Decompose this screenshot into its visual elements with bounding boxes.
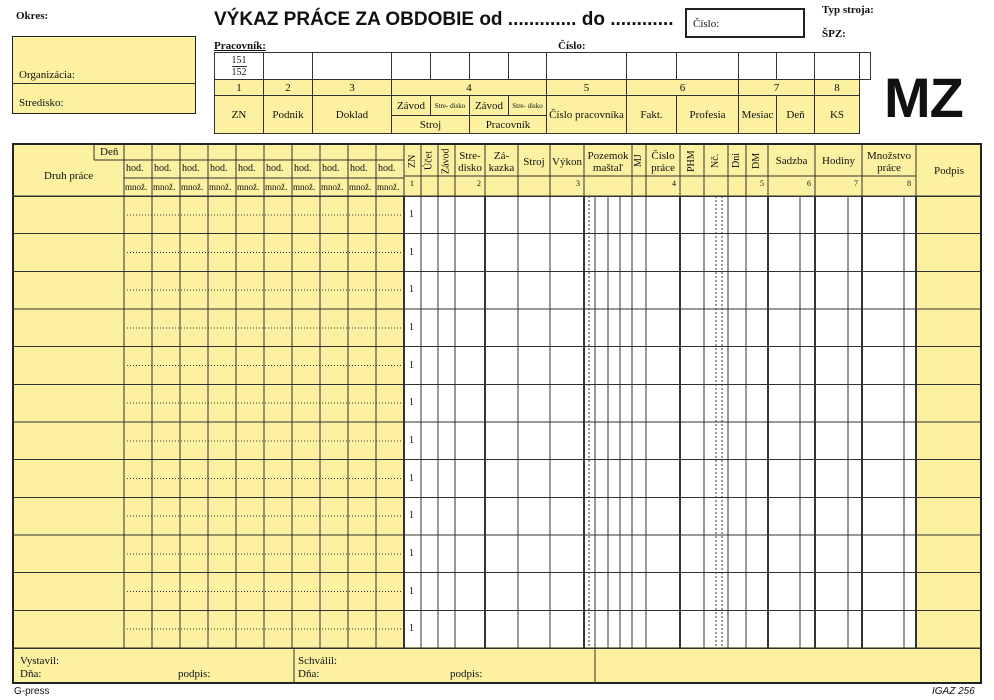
- label-pracovnik: Pracovník: [469, 115, 547, 134]
- label-fakt: Fakt.: [626, 95, 677, 134]
- publisher: G-press: [14, 686, 50, 697]
- hdr-stroj: Stroj: [523, 156, 545, 168]
- label-podnik: Podnik: [263, 95, 313, 134]
- label-zavod-1: Závod: [391, 95, 431, 116]
- num-8: 8: [814, 79, 860, 96]
- stredisko-label: Stredisko:: [19, 97, 64, 109]
- label-ks: KS: [814, 95, 860, 134]
- hod-label: hod.: [126, 163, 144, 174]
- num-5: 5: [546, 79, 627, 96]
- hdr-cislo-prace: Číslo práce: [651, 150, 675, 174]
- row-mark: 1: [409, 359, 414, 371]
- label-zn: ZN: [214, 95, 264, 134]
- spz-label: ŠPZ:: [822, 28, 846, 40]
- podpis2-label: podpis:: [450, 668, 483, 680]
- mnoz-label: množ.: [349, 182, 372, 192]
- okres-label: Okres:: [16, 10, 49, 22]
- mnoz-label: množ.: [265, 182, 288, 192]
- pracovnik-label: Pracovník:: [214, 40, 266, 52]
- colnum-5: 5: [760, 179, 764, 188]
- row-mark: 1: [409, 510, 414, 522]
- hod-label: hod.: [238, 163, 256, 174]
- hdr-ucet: Účet: [423, 151, 435, 171]
- typ-stroja-label: Typ stroja:: [822, 4, 874, 16]
- num-6: 6: [626, 79, 739, 96]
- hdr-zakazka: Zá- kazka: [488, 150, 515, 174]
- hdr-nc: Nč.: [710, 153, 721, 169]
- dna2-label: Dňa:: [298, 668, 320, 680]
- colnum-8: 8: [907, 179, 911, 188]
- hdr-vykon: Výkon: [552, 156, 582, 168]
- colnum-2: 2: [477, 179, 481, 188]
- mnoz-label: množ.: [209, 182, 232, 192]
- row-mark: 1: [409, 284, 414, 296]
- hod-label: hod.: [322, 163, 340, 174]
- num-1: 1: [214, 79, 264, 96]
- hod-label: hod.: [378, 163, 396, 174]
- hod-label: hod.: [182, 163, 200, 174]
- hod-label: hod.: [154, 163, 172, 174]
- hdr-pozemok: Pozemok maštaľ: [587, 150, 629, 174]
- row-mark: 1: [409, 434, 414, 446]
- hdr-mnozstvo: Množstvo práce: [867, 150, 911, 174]
- row-mark: 1: [409, 623, 414, 635]
- colnum-4: 4: [672, 179, 676, 188]
- hod-label: hod.: [350, 163, 368, 174]
- mnoz-label: množ.: [125, 182, 148, 192]
- hdr-zavod: Závod: [440, 148, 452, 174]
- mnoz-label: množ.: [321, 182, 344, 192]
- label-stroj: Stroj: [391, 115, 470, 134]
- mnoz-label: množ.: [377, 182, 400, 192]
- num-2: 2: [263, 79, 313, 96]
- hdr-zn: ZN: [407, 154, 418, 168]
- hdr-sadzba: Sadzba: [775, 155, 808, 167]
- code-top: 151: [231, 54, 247, 66]
- label-stredisko-1: Stre- disko: [430, 95, 470, 116]
- label-stredisko-2: Stre- disko: [508, 95, 547, 116]
- hdr-phm: PHM: [686, 150, 697, 172]
- label-doklad: Doklad: [312, 95, 392, 134]
- podpis-label: podpis:: [178, 668, 211, 680]
- mnoz-label: množ.: [293, 182, 316, 192]
- row-mark: 1: [409, 321, 414, 333]
- row-mark: 1: [409, 246, 414, 258]
- hod-label: hod.: [210, 163, 228, 174]
- hdr-stredisko: Stre- disko: [458, 150, 482, 174]
- schvalil-label: Schválil:: [298, 655, 338, 667]
- mnoz-label: množ.: [153, 182, 176, 192]
- mnoz-label: množ.: [181, 182, 204, 192]
- druh-prace-label: Druh práce: [44, 170, 94, 182]
- row-mark: 1: [409, 397, 414, 409]
- row-mark: 1: [409, 472, 414, 484]
- num-7: 7: [738, 79, 815, 96]
- hod-label: hod.: [266, 163, 284, 174]
- form-code: IGAZ 256: [932, 686, 975, 697]
- den-label: Deň: [100, 146, 119, 158]
- vystavil-label: Vystavil:: [20, 655, 60, 667]
- dna-label: Dňa:: [20, 668, 42, 680]
- colnum-7: 7: [854, 179, 858, 188]
- num-4: 4: [391, 79, 547, 96]
- label-zavod-2: Závod: [469, 95, 509, 116]
- mnoz-label: množ.: [237, 182, 260, 192]
- hod-label: hod.: [294, 163, 312, 174]
- pracovnik-cislo-label: Číslo:: [558, 40, 586, 52]
- label-den: Deň: [776, 95, 815, 134]
- colnum-6: 6: [807, 179, 811, 188]
- hdr-podpis: Podpis: [934, 165, 964, 177]
- cislo-box-label: Číslo:: [693, 18, 720, 30]
- mz-mark: MZ: [884, 66, 963, 129]
- colnum-1: 1: [410, 179, 414, 188]
- colnum-3: 3: [576, 179, 580, 188]
- code-bottom: 152: [231, 66, 247, 78]
- label-mesiac: Mesiac: [738, 95, 777, 134]
- hdr-dm: DM: [751, 152, 762, 170]
- label-cislo-pracovnika: Číslo pracovníka: [546, 95, 627, 134]
- row-mark: 1: [409, 208, 414, 220]
- form-title: VÝKAZ PRÁCE ZA OBDOBIE od ............. do ............: [214, 9, 674, 30]
- organizacia-label: Organizácia:: [19, 69, 75, 81]
- hdr-dni: Dni: [731, 153, 742, 169]
- hdr-mj: MJ: [633, 154, 644, 168]
- hdr-hodiny: Hodiny: [822, 155, 855, 167]
- row-mark: 1: [409, 585, 414, 597]
- row-mark: 1: [409, 547, 414, 559]
- num-3: 3: [312, 79, 392, 96]
- label-profesia: Profesia: [676, 95, 739, 134]
